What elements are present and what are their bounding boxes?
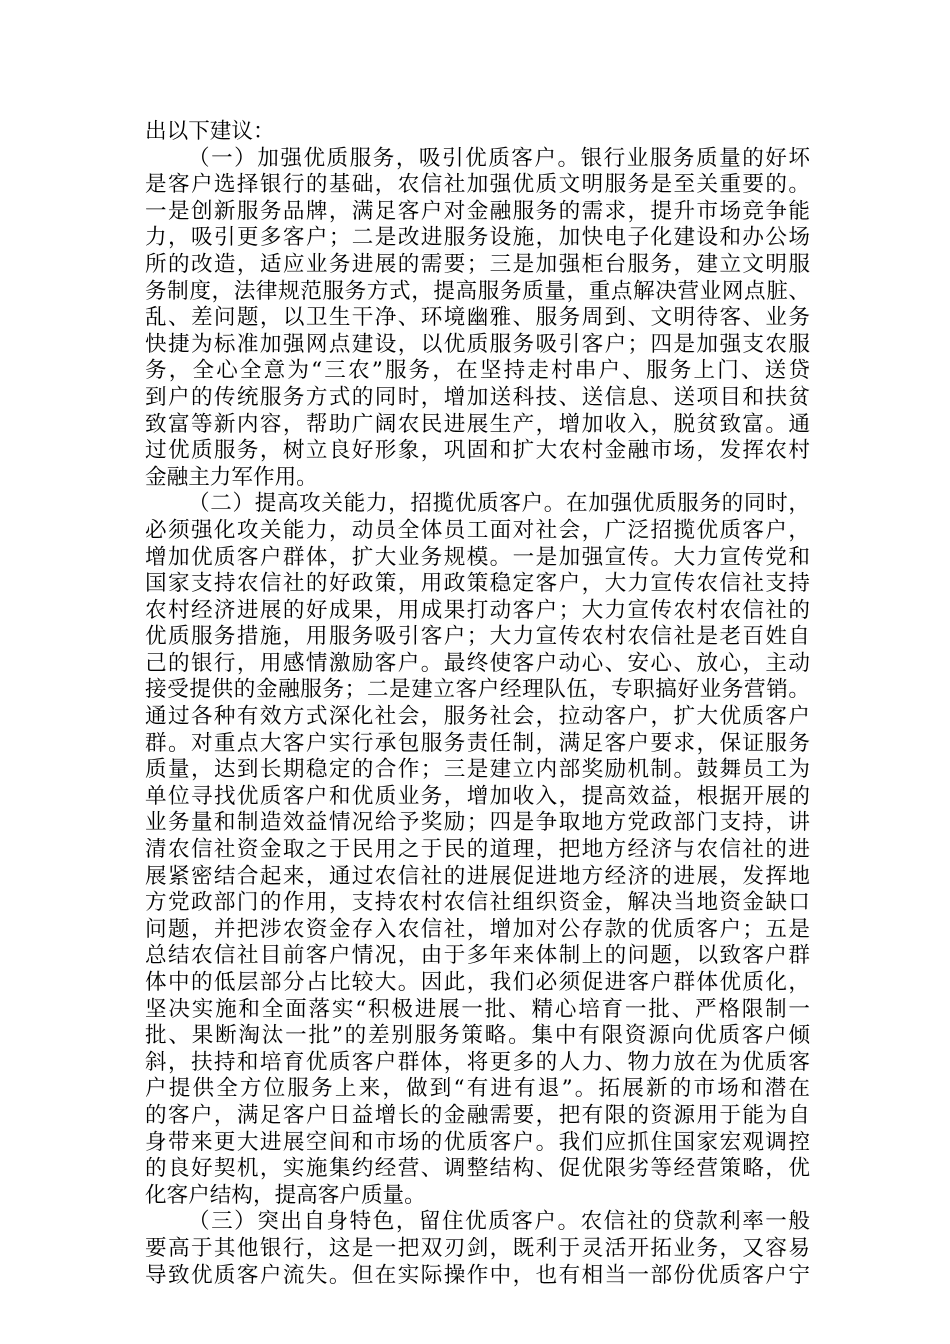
text-line: 的良好契机，实施集约经营、调整结构、促优限劣等经营策略，优 bbox=[145, 1156, 810, 1182]
text-line: 方党政部门的作用，支持农村农信社组织资金，解决当地资金缺口 bbox=[145, 890, 810, 916]
text-line: 展紧密结合起来，通过农信社的进展促进地方经济的进展，发挥地 bbox=[145, 863, 810, 889]
text-line: （一）加强优质服务，吸引优质客户。银行业服务质量的好坏 bbox=[188, 145, 810, 171]
text-line: 户提供全方位服务上来，做到“有进有退”。拓展新的市场和潜在 bbox=[145, 1076, 810, 1102]
text-line: 问题，并把涉农资金存入农信社，增加对公存款的优质客户；五是 bbox=[145, 916, 810, 942]
text-line: 总结农信社目前客户情况，由于多年来体制上的问题，以致客户群 bbox=[145, 943, 810, 969]
text-line: 致富等新内容，帮助广阔农民进展生产，增加收入，脱贫致富。通 bbox=[145, 411, 810, 437]
text-line: 务，全心全意为“三农”服务，在坚持走村串户、服务上门、送贷 bbox=[145, 358, 810, 384]
text-line: 群。对重点大客户实行承包服务责任制，满足客户要求，保证服务 bbox=[145, 730, 810, 756]
text-line: 身带来更大进展空间和市场的优质客户。我们应抓住国家宏观调控 bbox=[145, 1129, 810, 1155]
text-line: 乱、差问题，以卫生干净、环境幽雅、服务周到、文明待客、业务 bbox=[145, 305, 810, 331]
text-line: 业务量和制造效益情况给予奖励；四是争取地方党政部门支持，讲 bbox=[145, 810, 810, 836]
text-line: 过优质服务，树立良好形象，巩固和扩大农村金融市场，发挥农村 bbox=[145, 438, 810, 464]
text-line: 斜，扶持和培育优质客户群体，将更多的人力、物力放在为优质客 bbox=[145, 1049, 810, 1075]
text-line: 一是创新服务品牌，满足客户对金融服务的需求，提升市场竞争能 bbox=[145, 198, 810, 224]
document-body bbox=[145, 119, 810, 1289]
text-line: 到户的传统服务方式的同时，增加送科技、送信息、送项目和扶贫 bbox=[145, 384, 810, 410]
text-line: 清农信社资金取之于民用之于民的道理，把地方经济与农信社的进 bbox=[145, 837, 810, 863]
text-line: 力，吸引更多客户；二是改进服务设施，加快电子化建设和办公场 bbox=[145, 225, 810, 251]
text-line: 的客户，满足客户日益增长的金融需要，把有限的资源用于能为自 bbox=[145, 1102, 810, 1128]
text-line: 优质服务措施，用服务吸引客户；大力宣传农村农信社是老百姓自 bbox=[145, 624, 810, 650]
text-line: 农村经济进展的好成果，用成果打动客户；大力宣传农村农信社的 bbox=[145, 597, 810, 623]
text-line: 接受提供的金融服务；二是建立客户经理队伍，专职搞好业务营销。 bbox=[145, 677, 810, 703]
text-line: 己的银行，用感情激励客户。最终使客户动心、安心、放心，主动 bbox=[145, 650, 810, 676]
text-line: 导致优质客户流失。但在实际操作中，也有相当一部份优质客户宁 bbox=[145, 1262, 810, 1288]
text-line: 出以下建议： bbox=[145, 119, 275, 144]
text-line: 化客户结构，提高客户质量。 bbox=[145, 1182, 426, 1208]
text-line: 必须强化攻关能力，动员全体员工面对社会，广泛招揽优质客户， bbox=[145, 517, 810, 543]
text-line: 坚决实施和全面落实“积极进展一批、精心培育一批、严格限制一 bbox=[145, 996, 810, 1022]
text-line: 所的改造，适应业务进展的需要；三是加强柜台服务，建立文明服 bbox=[145, 251, 810, 277]
text-line: 质量，达到长期稳定的合作；三是建立内部奖励机制。鼓舞员工为 bbox=[145, 757, 810, 783]
text-line: 增加优质客户群体，扩大业务规模。一是加强宣传。大力宣传党和 bbox=[145, 544, 810, 570]
text-line: 务制度，法律规范服务方式，提高服务质量，重点解决营业网点脏、 bbox=[145, 278, 810, 304]
text-line: 要高于其他银行，这是一把双刃剑，既利于灵活开拓业务，又容易 bbox=[145, 1235, 810, 1261]
text-line: （二）提高攻关能力，招揽优质客户。在加强优质服务的同时， bbox=[188, 491, 810, 517]
text-line: 快捷为标准加强网点建设，以优质服务吸引客户；四是加强支农服 bbox=[145, 331, 810, 357]
text-line: 是客户选择银行的基础，农信社加强优质文明服务是至关重要的。 bbox=[145, 172, 810, 198]
text-line: 体中的低层部分占比较大。因此，我们必须促进客户群体优质化， bbox=[145, 970, 810, 995]
text-line: 通过各种有效方式深化社会，服务社会，拉动客户，扩大优质客户 bbox=[145, 704, 810, 730]
text-line: （三）突出自身特色，留住优质客户。农信社的贷款利率一般 bbox=[188, 1209, 810, 1235]
text-line: 国家支持农信社的好政策，用政策稳定客户，大力宣传农信社支持 bbox=[145, 571, 810, 597]
text-line: 单位寻找优质客户和优质业务，增加收入，提高效益，根据开展的 bbox=[145, 783, 810, 809]
text-line: 批、果断淘汰一批”的差别服务策略。集中有限资源向优质客户倾 bbox=[145, 1023, 810, 1049]
text-line: 金融主力军作用。 bbox=[145, 464, 318, 490]
